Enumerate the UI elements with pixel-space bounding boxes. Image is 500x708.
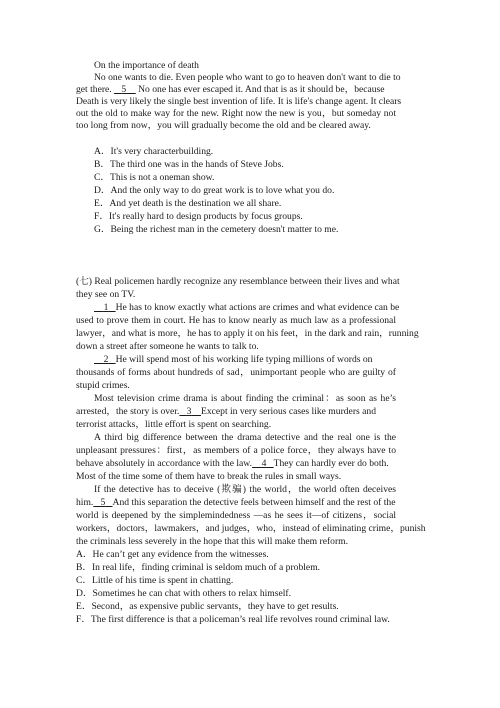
paragraph-line: used to prove them in court. He has to know nearly as much law as a professional: [76, 315, 396, 326]
passage-line: get there. 5 No one has ever escaped it. And that is as it should be，because: [76, 84, 385, 95]
answer-blank[interactable]: 5: [100, 497, 106, 508]
paragraph-line: arrested，the story is over. 3 Except in very serious cases like murders and: [76, 406, 376, 417]
option-item: C．Little of his time is spent in chatting.: [76, 575, 234, 586]
option-item: A．It's very characterbuilding.: [94, 146, 214, 157]
paragraph-line: down a street after someone he wants to talk to.: [76, 341, 259, 352]
answer-blank[interactable]: 2: [103, 354, 109, 365]
option-item: F．It's really hard to design products by focus groups.: [94, 211, 303, 222]
option-item: D．Sometimes he can chat with others to relax himself.: [76, 588, 292, 599]
paragraph-line: 1 He has to know exactly what actions are crimes and what evidence can be: [94, 302, 399, 314]
passage-line: No one wants to die. Even people who want to go to heaven don't want to die to: [94, 72, 401, 83]
passage-title: On the importance of death: [94, 60, 199, 71]
option-item: C．This is not a oneman show.: [94, 172, 215, 183]
answer-blank[interactable]: 1: [103, 302, 109, 313]
paragraph-line: unpleasant pressures：first，as members of a police force，they always have to: [76, 445, 396, 456]
option-item: D．And the only way to do great work is to love what you do.: [94, 185, 335, 196]
passage-line: too long from now，you will gradually become the old and be cleared away.: [76, 120, 371, 131]
paragraph-line: 2 He will spend most of his working life typing millions of words on: [94, 354, 372, 366]
paragraph-line: thousands of forms about hundreds of sad，unimportant people who are guilty of: [76, 367, 396, 378]
paragraph-line: him. 5 And this separation the detective feels between himself and the rest of the: [76, 497, 396, 508]
paragraph-line: stupid crimes.: [76, 380, 130, 391]
answer-blank[interactable]: 5: [121, 84, 127, 95]
option-item: E．Second，as expensive public servants，they have to get results.: [76, 601, 339, 612]
paragraph-line: workers，doctors，lawmakers，and judges，who，instead of eliminating crime，punish: [76, 523, 426, 534]
option-item: F．The first difference is that a policeman’s real life revolves round criminal law.: [76, 614, 390, 625]
paragraph-line: lawyer，and what is more，he has to apply it on his feet，in the dark and rain，running: [76, 328, 419, 339]
answer-blank[interactable]: 3: [186, 406, 192, 417]
paragraph-line: terrorist attacks，little effort is spent on searching.: [76, 419, 272, 430]
section-intro: (七) Real policemen hardly recognize any resemblance between their lives and what: [76, 276, 400, 287]
paragraph-line: Most television crime drama is about finding the criminal：as soon as he’s: [94, 393, 396, 404]
option-item: B．The third one was in the hands of Steve Jobs.: [94, 159, 284, 170]
passage-line: out the old to make way for the new. Right now the new is you，but someday not: [76, 108, 396, 119]
paragraph-line: world is deepened by the simplemindedness —as he sees it—of citizens，social: [76, 510, 396, 521]
option-item: B．In real life，finding criminal is seldom much of a problem.: [76, 562, 321, 573]
option-item: A．He can’t get any evidence from the witnesses.: [76, 549, 269, 560]
paragraph-line: behave absolutely in accordance with the law. 4 They can hardly ever do both.: [76, 458, 389, 469]
option-item: E．And yet death is the destination we all share.: [94, 198, 282, 209]
paragraph-line: A third big difference between the drama detective and the real one is the: [94, 432, 396, 443]
paragraph-line: If the detective has to deceive (欺骗) the world，the world often deceives: [94, 484, 396, 495]
option-item: G．Being the richest man in the cemetery doesn't matter to me.: [94, 224, 339, 235]
section-intro: they see on TV.: [76, 289, 136, 300]
passage-line: Death is very likely the single best invention of life. It is life's change agent. It clears: [76, 96, 402, 107]
paragraph-line: the criminals less severely in the hope that this will make them reform.: [76, 536, 349, 547]
paragraph-line: Most of the time some of them have to break the rules in small ways.: [76, 471, 342, 482]
answer-blank[interactable]: 4: [261, 458, 267, 469]
